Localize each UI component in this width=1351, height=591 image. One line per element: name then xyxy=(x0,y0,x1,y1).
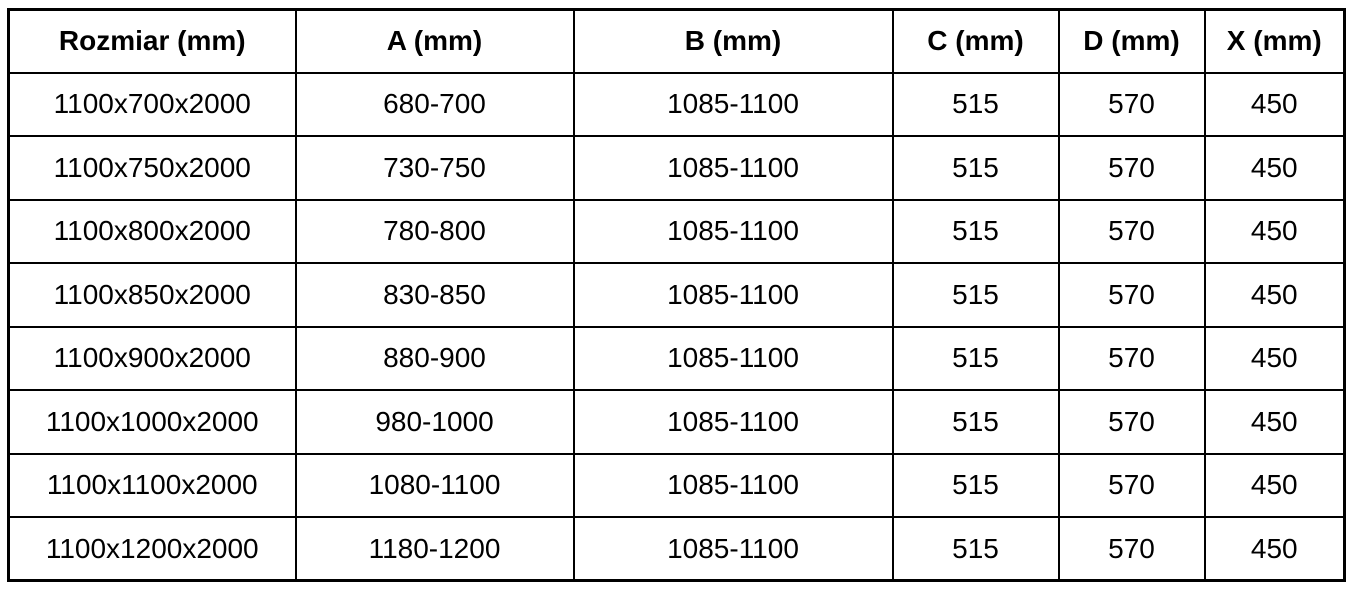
cell-d: 570 xyxy=(1059,327,1205,391)
cell-c: 515 xyxy=(893,73,1059,137)
cell-b: 1085-1100 xyxy=(574,136,893,200)
column-header-d: D (mm) xyxy=(1059,10,1205,73)
cell-d: 570 xyxy=(1059,454,1205,518)
cell-d: 570 xyxy=(1059,73,1205,137)
header-row xyxy=(9,10,1345,73)
cell-rozmiar: 1100x1100x2000 xyxy=(9,454,296,518)
cell-d: 570 xyxy=(1059,263,1205,327)
cell-a: 730-750 xyxy=(296,136,574,200)
column-header-b: B (mm) xyxy=(574,10,893,73)
cell-b: 1085-1100 xyxy=(574,73,893,137)
table-row xyxy=(9,390,1345,454)
cell-rozmiar: 1100x1200x2000 xyxy=(9,517,296,581)
cell-c: 515 xyxy=(893,390,1059,454)
column-header-a: A (mm) xyxy=(296,10,574,73)
cell-a: 980-1000 xyxy=(296,390,574,454)
cell-rozmiar: 1100x700x2000 xyxy=(9,73,296,137)
cell-a: 1080-1100 xyxy=(296,454,574,518)
cell-x: 450 xyxy=(1205,517,1345,581)
cell-a: 780-800 xyxy=(296,200,574,264)
cell-rozmiar: 1100x850x2000 xyxy=(9,263,296,327)
cell-x: 450 xyxy=(1205,454,1345,518)
cell-c: 515 xyxy=(893,517,1059,581)
table-row xyxy=(9,327,1345,391)
cell-c: 515 xyxy=(893,136,1059,200)
cell-rozmiar: 1100x800x2000 xyxy=(9,200,296,264)
cell-c: 515 xyxy=(893,263,1059,327)
cell-d: 570 xyxy=(1059,390,1205,454)
cell-a: 1180-1200 xyxy=(296,517,574,581)
table-row xyxy=(9,454,1345,518)
cell-a: 680-700 xyxy=(296,73,574,137)
cell-b: 1085-1100 xyxy=(574,454,893,518)
dimensions-table xyxy=(7,8,1346,582)
cell-b: 1085-1100 xyxy=(574,327,893,391)
cell-c: 515 xyxy=(893,454,1059,518)
cell-c: 515 xyxy=(893,200,1059,264)
cell-d: 570 xyxy=(1059,136,1205,200)
cell-x: 450 xyxy=(1205,200,1345,264)
cell-c: 515 xyxy=(893,327,1059,391)
cell-b: 1085-1100 xyxy=(574,200,893,264)
cell-d: 570 xyxy=(1059,200,1205,264)
cell-x: 450 xyxy=(1205,263,1345,327)
cell-d: 570 xyxy=(1059,517,1205,581)
cell-x: 450 xyxy=(1205,327,1345,391)
column-header-rozmiar: Rozmiar (mm) xyxy=(9,10,296,73)
cell-x: 450 xyxy=(1205,136,1345,200)
table-row xyxy=(9,200,1345,264)
cell-a: 880-900 xyxy=(296,327,574,391)
cell-rozmiar: 1100x750x2000 xyxy=(9,136,296,200)
table-row xyxy=(9,263,1345,327)
cell-a: 830-850 xyxy=(296,263,574,327)
table-row xyxy=(9,136,1345,200)
cell-rozmiar: 1100x1000x2000 xyxy=(9,390,296,454)
cell-b: 1085-1100 xyxy=(574,263,893,327)
cell-b: 1085-1100 xyxy=(574,390,893,454)
table-row xyxy=(9,73,1345,137)
table-row xyxy=(9,517,1345,581)
cell-x: 450 xyxy=(1205,73,1345,137)
column-header-c: C (mm) xyxy=(893,10,1059,73)
cell-b: 1085-1100 xyxy=(574,517,893,581)
cell-rozmiar: 1100x900x2000 xyxy=(9,327,296,391)
cell-x: 450 xyxy=(1205,390,1345,454)
column-header-x: X (mm) xyxy=(1205,10,1345,73)
